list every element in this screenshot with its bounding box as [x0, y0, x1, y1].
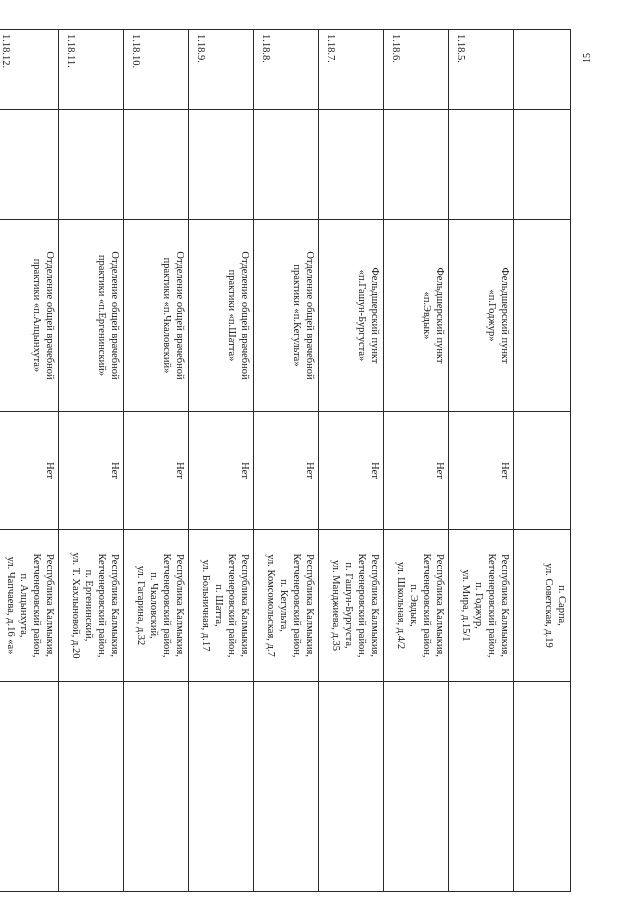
blank-cell: [254, 110, 319, 220]
flag-cell: Нет: [254, 412, 319, 530]
table-row: [59, 30, 124, 892]
table-row: [0, 30, 59, 892]
facility-name-line: Отделение общей врачебной: [174, 251, 185, 380]
blank-cell: [189, 110, 254, 220]
facility-name-line: практики «п.Ергенинский»: [96, 254, 107, 377]
facility-name-cell: [384, 220, 449, 412]
row-number-cell: 1.18.12.: [0, 30, 59, 110]
address-line: п. Эвдык,: [408, 584, 419, 627]
address-cell: [449, 530, 514, 682]
address-line: ул. Манджиева, д.35: [330, 560, 341, 651]
address-cell: [0, 530, 59, 682]
row-number-cell: 1.18.6.: [384, 30, 449, 110]
address-line: Республика Калмыкия,: [369, 554, 380, 657]
blank-cell: [0, 682, 59, 892]
flag-cell: [514, 412, 571, 530]
facility-name-cell: [0, 220, 59, 412]
address-line: п. Чкаловский,: [148, 572, 159, 639]
row-number-cell: [514, 30, 571, 110]
row-number-cell: 1.18.11.: [59, 30, 124, 110]
facility-name-line: Фельдшерский пункт: [369, 267, 380, 364]
blank-cell: [384, 682, 449, 892]
blank-cell: [189, 682, 254, 892]
address-line: Кетченеровский район,: [486, 553, 497, 658]
address-line: Кетченеровский район,: [291, 553, 302, 658]
page-number: 15: [582, 53, 593, 63]
address-line: Республика Калмыкия,: [174, 554, 185, 657]
address-line: Кетченеровский район,: [31, 553, 42, 658]
address-line: ул. Гагарина, д.32: [135, 565, 146, 646]
blank-cell: [124, 682, 189, 892]
address-cell: [514, 530, 571, 682]
blank-cell: [514, 682, 571, 892]
address-line: ул. Чапчаева, д.16 «а»: [5, 556, 16, 655]
table-row: [124, 30, 189, 892]
address-cell: [59, 530, 124, 682]
row-number-cell: 1.18.7.: [319, 30, 384, 110]
facility-name-line: Отделение общей врачебной: [304, 251, 315, 380]
address-line: ул. Мира, д.15/1: [460, 569, 471, 642]
facility-name-line: «п.Эвдык»: [421, 291, 432, 340]
address-cell: [254, 530, 319, 682]
facility-name-cell: [514, 220, 571, 412]
rotated-table-container: [0, 29, 571, 891]
facility-name-line: практики «п.Кегульта»: [291, 264, 302, 367]
address-line: Республика Калмыкия,: [499, 554, 510, 657]
address-line: Кетченеровский район,: [421, 553, 432, 658]
address-line: Республика Калмыкия,: [304, 554, 315, 657]
address-line: Республика Калмыкия,: [109, 554, 120, 657]
address-line: Республика Калмыкия,: [239, 554, 250, 657]
row-number-cell: 1.18.5.: [449, 30, 514, 110]
address-cell: [319, 530, 384, 682]
table-row: [254, 30, 319, 892]
facility-name-cell: [124, 220, 189, 412]
address-line: Кетченеровский район,: [96, 553, 107, 658]
facility-name-line: Отделение общей врачебной: [239, 251, 250, 380]
address-line: ул. Больничная, д.17: [200, 559, 211, 652]
blank-cell: [59, 682, 124, 892]
row-number-cell: 1.18.8.: [254, 30, 319, 110]
table-row: [189, 30, 254, 892]
address-line: Кетченеровский район,: [161, 553, 172, 658]
address-line: Кетченеровский район,: [356, 553, 367, 658]
facility-name-line: практики «п.Чкаловский»: [161, 257, 172, 374]
blank-cell: [124, 110, 189, 220]
address-line: п. Годжур,: [473, 582, 484, 629]
blank-cell: [254, 682, 319, 892]
facility-name-line: практики «п.Алцынхута»: [31, 258, 42, 373]
blank-cell: [319, 682, 384, 892]
address-cell: [189, 530, 254, 682]
address-cell: [384, 530, 449, 682]
blank-cell: [59, 110, 124, 220]
flag-cell: Нет: [319, 412, 384, 530]
facility-name-line: Фельдшерский пункт: [434, 267, 445, 364]
facility-name-cell: [254, 220, 319, 412]
address-line: п. Алцынхута,: [18, 573, 29, 638]
table-row: [319, 30, 384, 892]
facility-name-line: Отделение общей врачебной: [109, 251, 120, 380]
blank-cell: [449, 110, 514, 220]
blank-cell: [319, 110, 384, 220]
address-line: п. Ергенинский,: [83, 569, 94, 642]
facility-name-cell: [449, 220, 514, 412]
registry-table: [0, 29, 571, 892]
facility-name-line: «п.Гашун-Бургуста»: [356, 269, 367, 362]
address-line: п. Шатта,: [213, 584, 224, 627]
table-row: [384, 30, 449, 892]
flag-cell: Нет: [449, 412, 514, 530]
row-number-cell: 1.18.10.: [124, 30, 189, 110]
table-row: [514, 30, 571, 892]
address-line: п. Кегульта,: [278, 579, 289, 632]
address-line: Республика Калмыкия,: [44, 554, 55, 657]
row-number-cell: 1.18.9.: [189, 30, 254, 110]
facility-name-line: практики «п.Шатта»: [226, 269, 237, 362]
blank-cell: [449, 682, 514, 892]
flag-cell: Нет: [0, 412, 59, 530]
address-line: ул. Комсомольская, д.7: [265, 554, 276, 657]
address-line: ул. Школьная, д.4/2: [395, 561, 406, 650]
facility-name-cell: [189, 220, 254, 412]
address-line: ул. Т. Хахлыновой, д.20: [70, 552, 81, 659]
flag-cell: Нет: [124, 412, 189, 530]
facility-name-line: Отделение общей врачебной: [44, 251, 55, 380]
facility-name-cell: [319, 220, 384, 412]
blank-cell: [0, 110, 59, 220]
address-line: Республика Калмыкия,: [434, 554, 445, 657]
flag-cell: Нет: [59, 412, 124, 530]
address-line: п. Сарпа,: [556, 585, 567, 626]
flag-cell: Нет: [384, 412, 449, 530]
address-cell: [124, 530, 189, 682]
blank-cell: [514, 110, 571, 220]
table-row: [449, 30, 514, 892]
address-line: ул. Советская, д.19: [543, 563, 554, 648]
facility-name-cell: [59, 220, 124, 412]
address-line: п. Гашун-Бургуста,: [343, 562, 354, 649]
address-line: Кетченеровский район,: [226, 553, 237, 658]
flag-cell: Нет: [189, 412, 254, 530]
facility-name-line: «п.Годжур»: [486, 289, 497, 342]
blank-cell: [384, 110, 449, 220]
facility-name-line: Фельдшерский пункт: [499, 267, 510, 364]
